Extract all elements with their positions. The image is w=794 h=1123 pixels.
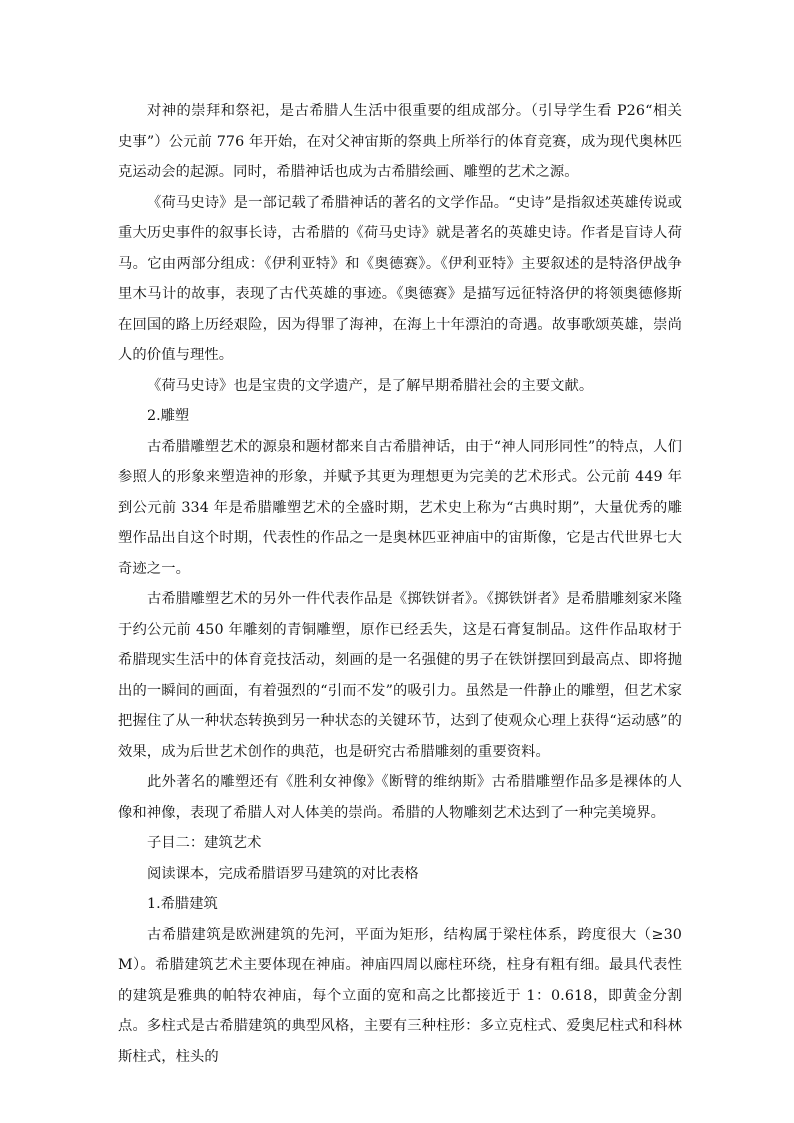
heading-sculpture: 2.雕塑	[147, 408, 190, 424]
paragraph-sculpture-origins: 古希腊雕塑艺术的源泉和题材都来自古希腊神话，由于“神人同形同性”的特点，人们参照人的形象来塑造神的形象，并赋予其更为理想更为完美的艺术形式。公元前 449 年到公元前 334 年是希腊雕塑艺术的全盛时期，艺术史上称为“古典时期”，大量优秀的雕塑作品出自这个时期，代表性的作品之一是奥林匹亚神庙中的宙斯像，它是古代世界七大奇迹之一。	[118, 438, 682, 577]
document-body	[118, 96, 682, 1072]
paragraph-epics-heritage: 《荷马史诗》也是宝贵的文学遗产，是了解早期希腊社会的主要文献。	[147, 377, 594, 394]
paragraph-greek-architecture: 古希腊建筑是欧洲建筑的先河，平面为矩形，结构属于梁柱体系，跨度很大（≥30M）。希腊建筑艺术主要体现在神庙。神庙四周以廊柱环绕，柱身有粗有细。最具代表性的建筑是雅典的帕特农神庙，每个立面的宽和高之比都接近于 1：0.618，即黄金分割点。多柱式是古希腊建筑的典型风格，主要有三种柱形：多立克柱式、爱奥尼柱式和科林斯柱式，柱头的	[118, 926, 682, 1065]
paragraph-homeric-epics: 《荷马史诗》是一部记载了希腊神话的著名的文学作品。“史诗”是指叙述英雄传说或重大历史事件的叙事长诗，古希腊的《荷马史诗》就是著名的英雄史诗。作者是盲诗人荷马。它由两部分组成：《伊利亚特》和《奥德赛》。《伊利亚特》主要叙述的是特洛伊战争里木马计的故事，表现了古代英雄的事迹。《奥德赛》是描写远征特洛伊的将领奥德修斯在回国的路上历经艰险，因为得罪了海神，在海上十年漂泊的奇遇。故事歌颂英雄，崇尚人的价值与理性。	[118, 194, 682, 363]
heading-architecture-section: 子目二：建筑艺术	[147, 835, 262, 851]
paragraph-discobolus: 古希腊雕塑艺术的另外一件代表作品是《掷铁饼者》。《掷铁饼者》是希腊雕刻家米隆于约公元前 450 年雕刻的青铜雕塑，原作已经丢失，这是石膏复制品。这件作品取材于希腊现实生活中的体育竞技活动，刻画的是一名强健的男子在铁饼摆回到最高点、即将抛出的一瞬间的画面，有着强烈的“引而不发”的吸引力。虽然是一件静止的雕塑，但艺术家把握住了从一种状态转换到另一种状态的关键环节，达到了使观众心理上获得“运动感”的效果，成为后世艺术创作的典范，也是研究古希腊雕刻的重要资料。	[118, 591, 682, 760]
heading-greek-architecture: 1.希腊建筑	[147, 896, 218, 912]
paragraph-worship-olympics: 对神的崇拜和祭祀，是古希腊人生活中很重要的组成部分。（引导学生看 P26“相关史事”）公元前 776 年开始，在对父神宙斯的祭典上所举行的体育竞赛，成为现代奥林匹克运动会的起源。同时，希腊神话也成为古希腊绘画、雕塑的艺术之源。	[118, 103, 682, 180]
instruction-read-textbook: 阅读课本，完成希腊语罗马建筑的对比表格	[147, 865, 419, 882]
paragraph-other-sculptures: 此外著名的雕塑还有《胜利女神像》《断臂的维纳斯》古希腊雕塑作品多是裸体的人像和神像，表现了希腊人对人体美的崇尚。希腊的人物雕刻艺术达到了一种完美境界。	[118, 774, 682, 821]
